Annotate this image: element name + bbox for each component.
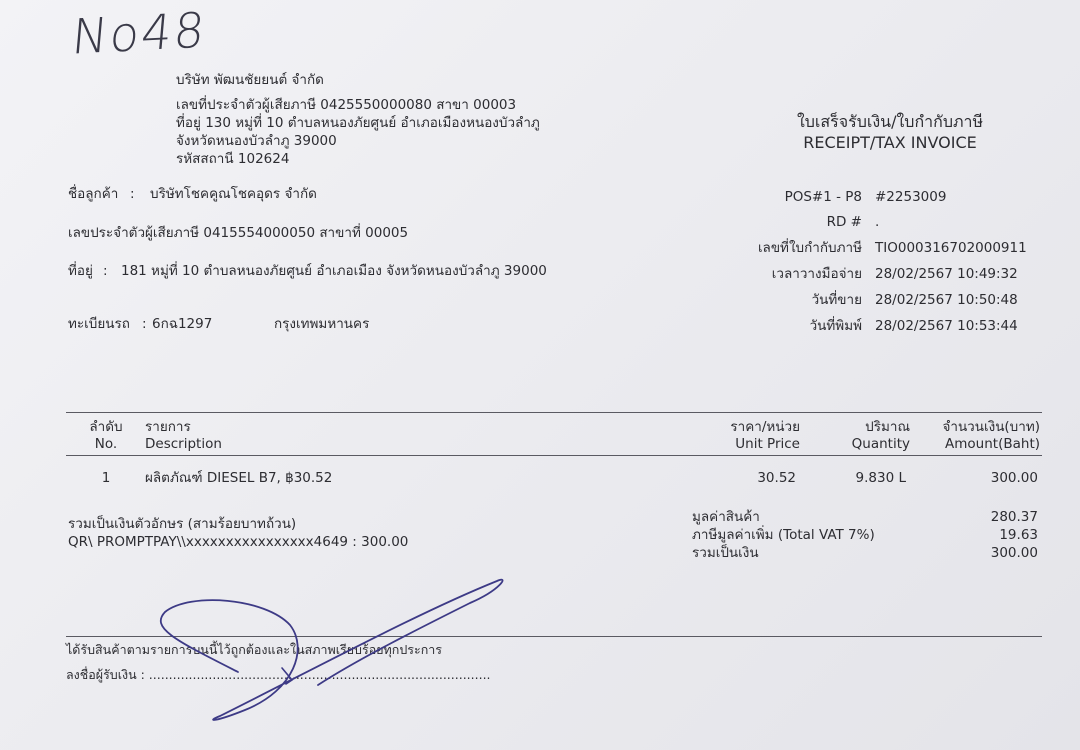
tax-invoice-no-label: เลขที่ใบกำกับภาษี	[757, 240, 862, 256]
customer-name: บริษัทโชคคูณโชคอุดร จำกัด	[150, 186, 317, 202]
plate-number: 6กฉ1297	[152, 316, 213, 332]
print-date-label: วันที่พิมพ์	[809, 318, 862, 334]
header-no-en: No.	[94, 436, 118, 452]
pos-label: POS#1 - P8	[784, 189, 862, 205]
vat-value: 19.63	[999, 527, 1038, 543]
sale-date: 28/02/2567 10:50:48	[875, 292, 1018, 308]
header-qty-en: Quantity	[851, 436, 910, 452]
row-no: 1	[101, 470, 111, 486]
company-address-line2: จังหวัดหนองบัวลำภู 39000	[176, 133, 337, 149]
sale-date-label: วันที่ขาย	[811, 292, 862, 308]
company-address-line1: ที่อยู่ 130 หมู่ที่ 10 ตำบลหนองภัยศูนย์ อำเภอเมืองหนองบัวลำภู	[176, 115, 540, 131]
header-desc-en: Description	[145, 436, 222, 452]
header-qty-th: ปริมาณ	[865, 419, 910, 435]
row-amount: 300.00	[990, 470, 1038, 486]
header-price-en: Unit Price	[735, 436, 800, 452]
company-name: บริษัท พัฒนชัยยนต์ จำกัด	[176, 72, 324, 88]
plate-colon: :	[142, 316, 147, 332]
grand-total-label: รวมเป็นเงิน	[692, 545, 759, 561]
time-label: เวลาวางมือจ่าย	[771, 266, 862, 282]
received-statement: ได้รับสินค้าตามรายการบนนี้ไว้ถูกต้องและในสภาพเรียบร้อยทุกประการ	[66, 642, 443, 657]
grand-total-value: 300.00	[990, 545, 1038, 561]
payment-method: QR\ PROMPTPAY\\xxxxxxxxxxxxxxxx4649 : 300.00	[68, 534, 409, 550]
row-quantity: 9.830 L	[855, 470, 906, 486]
header-price-th: ราคา/หน่วย	[730, 419, 800, 435]
subtotal-value: 280.37	[990, 509, 1038, 525]
table-top-rule	[66, 412, 1042, 413]
row-description: ผลิตภัณฑ์ DIESEL B7, ฿30.52	[145, 470, 333, 486]
header-amount-en: Amount(Baht)	[945, 436, 1040, 452]
header-desc-th: รายการ	[145, 419, 191, 435]
print-date: 28/02/2567 10:53:44	[875, 318, 1018, 334]
header-amount-th: จำนวนเงิน(บาท)	[942, 419, 1040, 435]
amount-in-words: รวมเป็นเงินตัวอักษร (สามร้อยบาทถ้วน)	[68, 516, 297, 532]
customer-name-colon: :	[130, 186, 135, 202]
time-value: 28/02/2567 10:49:32	[875, 266, 1018, 282]
company-tax-id: เลขที่ประจำตัวผู้เสียภาษี 0425550000080 สาขา 00003	[176, 97, 517, 113]
handwritten-number: No48	[69, 2, 209, 66]
rd-value: .	[875, 214, 880, 230]
rd-label: RD #	[826, 214, 862, 230]
row-unit-price: 30.52	[757, 470, 796, 486]
header-no-th: ลำดับ	[89, 419, 123, 435]
footer-rule	[66, 636, 1042, 637]
customer-address: 181 หมู่ที่ 10 ตำบลหนองภัยศูนย์ อำเภอเมือง จังหวัดหนองบัวลำภู 39000	[121, 263, 547, 279]
vat-label: ภาษีมูลค่าเพิ่ม (Total VAT 7%)	[692, 527, 875, 543]
signature-line: ลงชื่อผู้รับเงิน : ......................................................................................	[66, 667, 491, 682]
doc-title-en: RECEIPT/TAX INVOICE	[803, 133, 977, 152]
customer-tax-id: เลขประจำตัวผู้เสียภาษี 0415554000050 สาขาที่ 00005	[68, 225, 409, 241]
tax-invoice-no: TIO000316702000911	[875, 240, 1027, 256]
pos-value: #2253009	[875, 189, 947, 205]
customer-address-label: ที่อยู่	[68, 263, 93, 279]
doc-title-th: ใบเสร็จรับเงิน/ใบกำกับภาษี	[796, 112, 984, 131]
plate-province: กรุงเทพมหานคร	[274, 316, 370, 332]
table-header-rule	[66, 455, 1042, 456]
subtotal-label: มูลค่าสินค้า	[692, 509, 760, 525]
customer-name-label: ชื่อลูกค้า	[68, 186, 119, 202]
plate-label: ทะเบียนรถ	[68, 316, 130, 332]
customer-address-colon: :	[103, 263, 108, 279]
station-code: รหัสสถานี 102624	[176, 151, 290, 167]
